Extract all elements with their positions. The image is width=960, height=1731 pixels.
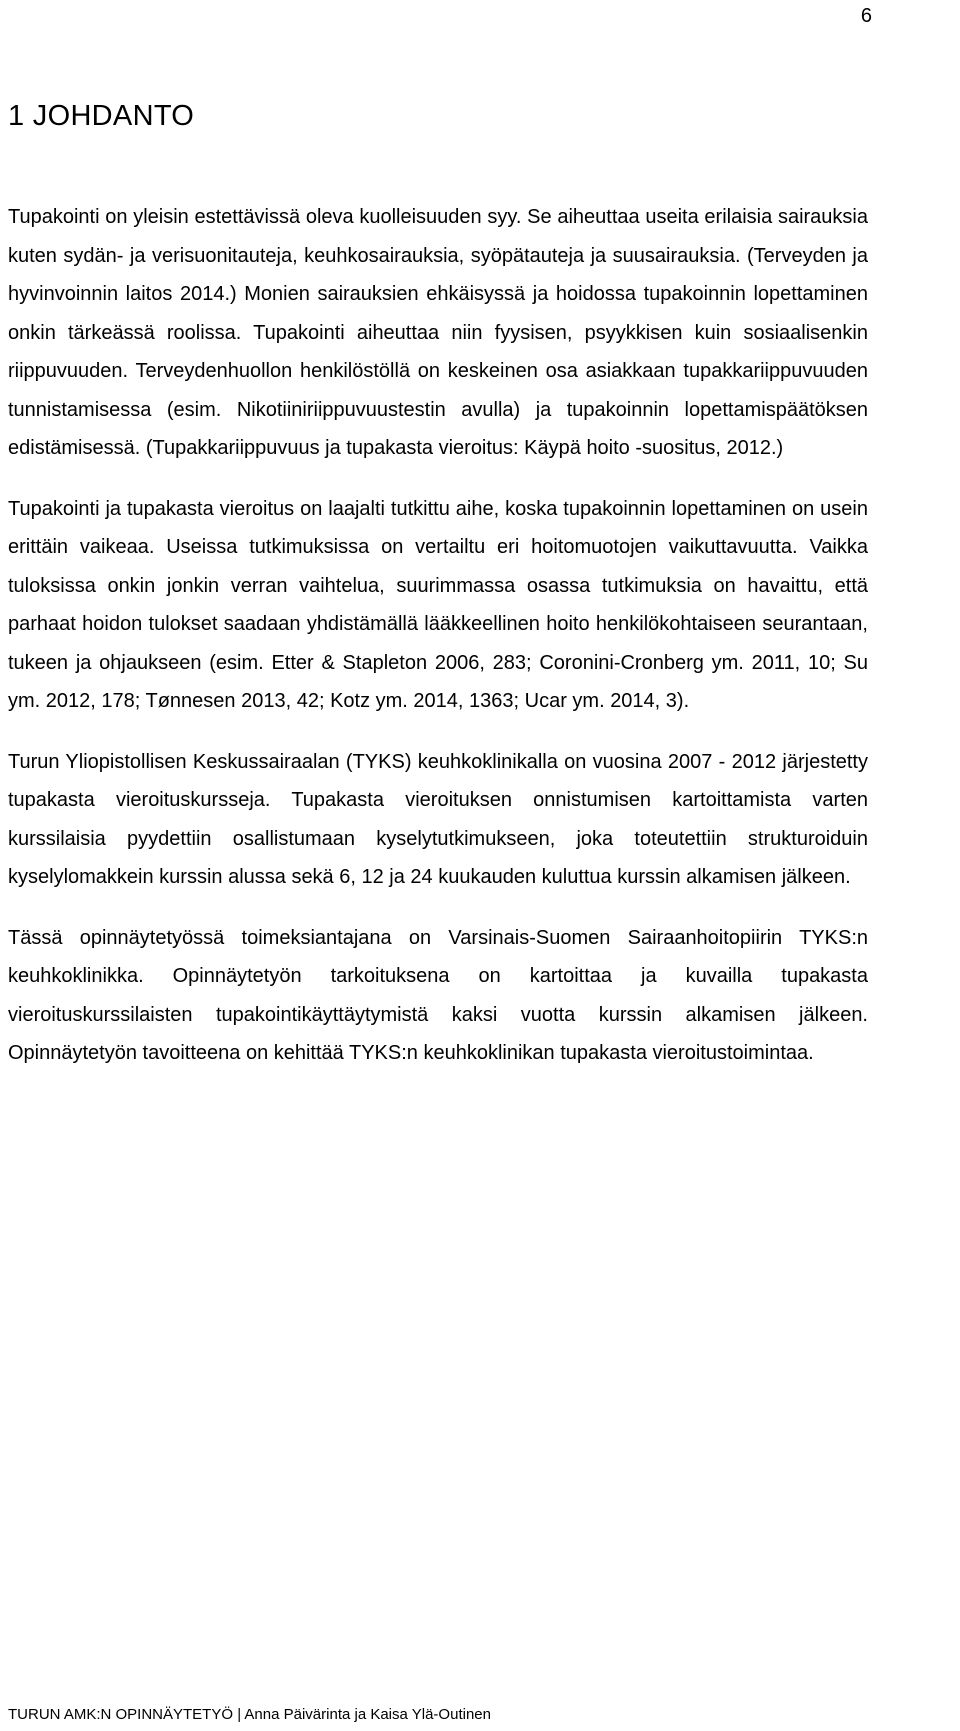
paragraph-2: Tupakointi ja tupakasta vieroitus on laajalti tutkittu aihe, koska tupakoinnin lopettaminen on usein erittäin vaikeaa. Useissa tutkimuksissa on vertailtu eri hoitomuotojen vaikuttavuutta. Vaikka tuloksissa onkin jonkin verran vaihtelua, suurimmassa osassa tutkimuksia on havaittu, että parhaat hoidon tulokset saadaan yhdistämällä lääkkeellinen hoito henkilökohtaiseen seurantaan, tukeen ja ohjaukseen (esim. Etter & Stapleton 2006, 283; Coronini-Cronberg ym. 2011, 10; Su ym. 2012, 178; Tønnesen 2013, 42; Kotz ym. 2014, 1363; Ucar ym. 2014, 3). xyxy=(8,497,868,712)
page-footer: TURUN AMK:N OPINNÄYTETYÖ | Anna Päivärinta ja Kaisa Ylä-Outinen xyxy=(8,1706,491,1723)
chapter-heading: 1 JOHDANTO xyxy=(8,100,195,132)
page-number: 6 xyxy=(860,5,872,27)
paragraph-3: Turun Yliopistollisen Keskussairaalan (TYKS) keuhkoklinikalla on vuosina 2007 - 2012 järjestetty tupakasta vieroituskursseja. Tupakasta vieroituksen onnistumisen kartoittamista varten kurssilaisia pyydettiin osallistumaan kyselytutkimukseen, joka toteutettiin strukturoiduin kyselylomakkein kurssin alussa sekä 6, 12 ja 24 kuukauden kuluttua kurssin alkamisen jälkeen. xyxy=(8,750,868,888)
paragraph-1: Tupakointi on yleisin estettävissä oleva kuolleisuuden syy. Se aiheuttaa useita erilaisia sairauksia kuten sydän- ja verisuonitauteja, keuhkosairauksia, syöpätauteja ja suusairauksia. (Terveyden ja hyvinvoinnin laitos 2014.) Monien sairauksien ehkäisyssä ja hoidossa tupakoinnin lopettaminen onkin tärkeässä roolissa. Tupakointi aiheuttaa niin fyysisen, psyykkisen kuin sosiaalisenkin riippuvuuden. Terveydenhuollon henkilöstöllä on keskeinen osa asiakkaan tupakkariippuvuuden tunnistamisessa (esim. Nikotiiniriippuvuustestin avulla) ja tupakoinnin lopettamispäätöksen edistämisessä. (Tupakkariippuvuus ja tupakasta vieroitus: Käypä hoito -suositus, 2012.) xyxy=(8,206,868,459)
body-text xyxy=(8,198,868,1095)
paragraph-4: Tässä opinnäytetyössä toimeksiantajana on Varsinais-Suomen Sairaanhoitopiirin TYKS:n keuhkoklinikka. Opinnäytetyön tarkoituksena on kartoittaa ja kuvailla tupakasta vieroituskurssilaisten tupakointikäyttäytymistä kaksi vuotta kurssin alkamisen jälkeen. Opinnäytetyön tavoitteena on kehittää TYKS:n keuhkoklinikan tupakasta vieroitustoimintaa. xyxy=(8,926,868,1064)
